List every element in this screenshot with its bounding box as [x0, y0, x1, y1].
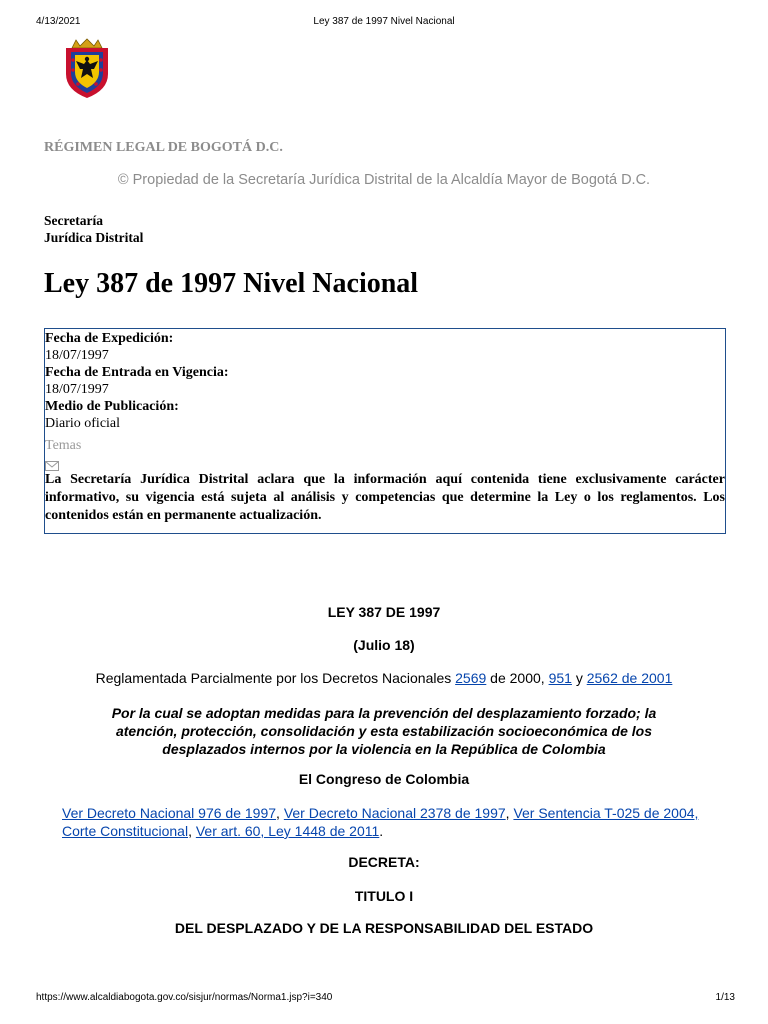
disclaimer-text: La Secretaría Jurídica Distrital aclara que la información aquí contenida tiene exclusivamente carácter informativo, su vigencia está sujeta al análisis y competencias que determine la Ley o los reglamentos. Los contenidos están en permanente actualización.	[45, 472, 725, 523]
secretaria-line-1: Secretaría	[44, 213, 103, 228]
reglamentada-prefix: Reglamentada Parcialmente por los Decretos Nacionales	[95, 670, 456, 686]
reglamentada-mid-2: y	[571, 670, 587, 686]
temas-link[interactable]: Temas	[45, 438, 82, 453]
decreto-2569-link[interactable]: 2569	[455, 670, 487, 686]
fecha-expedicion-value: 18/07/1997	[45, 348, 109, 363]
fecha-vigencia-label: Fecha de Entrada en Vigencia:	[45, 365, 229, 380]
regimen-legal-heading: RÉGIMEN LEGAL DE BOGOTÁ D.C.	[44, 140, 283, 155]
ver-sentencia-t025-link[interactable]: Ver Sentencia T-025 de 2004, Corte Constitucional	[62, 805, 699, 839]
ver-decreto-2378-link[interactable]: Ver Decreto Nacional 2378 de 1997	[283, 805, 506, 821]
ley-heading: LEY 387 DE 1997	[327, 604, 441, 620]
titulo-heading: TITULO I	[354, 888, 414, 904]
secretaria-label	[44, 212, 143, 246]
fecha-expedicion-label: Fecha de Expedición:	[45, 331, 174, 346]
end-period: .	[379, 823, 384, 839]
ver-decreto-976-link[interactable]: Ver Decreto Nacional 976 de 1997	[62, 805, 277, 821]
print-title: Ley 387 de 1997 Nivel Nacional	[313, 16, 455, 27]
print-url: https://www.alcaldiabogota.gov.co/sisjur/normas/Norma1.jsp?i=340	[36, 992, 333, 1003]
reglamentada-mid-1: de 2000,	[486, 670, 549, 686]
separator: ,	[188, 823, 196, 839]
mail-icon[interactable]	[45, 459, 59, 469]
decreto-951-link[interactable]: 951	[548, 670, 572, 686]
copyright-notice: © Propiedad de la Secretaría Jurídica Distrital de la Alcaldía Mayor de Bogotá D.C.	[117, 172, 651, 188]
ley-objeto: Por la cual se adoptan medidas para la prevención del desplazamiento forzado; la atención, protección, consolidación y esta estabilización socioeconómica de los desplazados internos por la violencia en la República de Colombia	[111, 705, 657, 757]
page-title: Ley 387 de 1997 Nivel Nacional	[44, 268, 419, 299]
decreta-heading: DECRETA:	[348, 854, 420, 870]
ley-date: (Julio 18)	[353, 637, 415, 653]
ver-ley-1448-link[interactable]: Ver art. 60, Ley 1448 de 2011	[195, 823, 380, 839]
secretaria-line-2: Jurídica Distrital	[44, 230, 144, 245]
separator: ,	[505, 805, 514, 821]
reglamentada-line	[0, 670, 768, 686]
print-header	[0, 16, 768, 30]
titulo-nombre: DEL DESPLAZADO Y DE LA RESPONSABILIDAD DEL ESTADO	[174, 920, 594, 936]
fecha-vigencia-value: 18/07/1997	[45, 382, 109, 397]
separator: ,	[276, 805, 284, 821]
bogota-coat-of-arms-icon	[60, 38, 114, 100]
ver-references	[62, 804, 710, 840]
congreso-heading: El Congreso de Colombia	[298, 771, 470, 787]
print-date: 4/13/2021	[36, 16, 81, 27]
info-box	[44, 328, 726, 534]
medio-publicacion-value: Diario oficial	[45, 416, 121, 431]
medio-publicacion-label: Medio de Publicación:	[45, 399, 179, 414]
decreto-2562-link[interactable]: 2562 de 2001	[586, 670, 673, 686]
page-number: 1/13	[715, 992, 735, 1003]
